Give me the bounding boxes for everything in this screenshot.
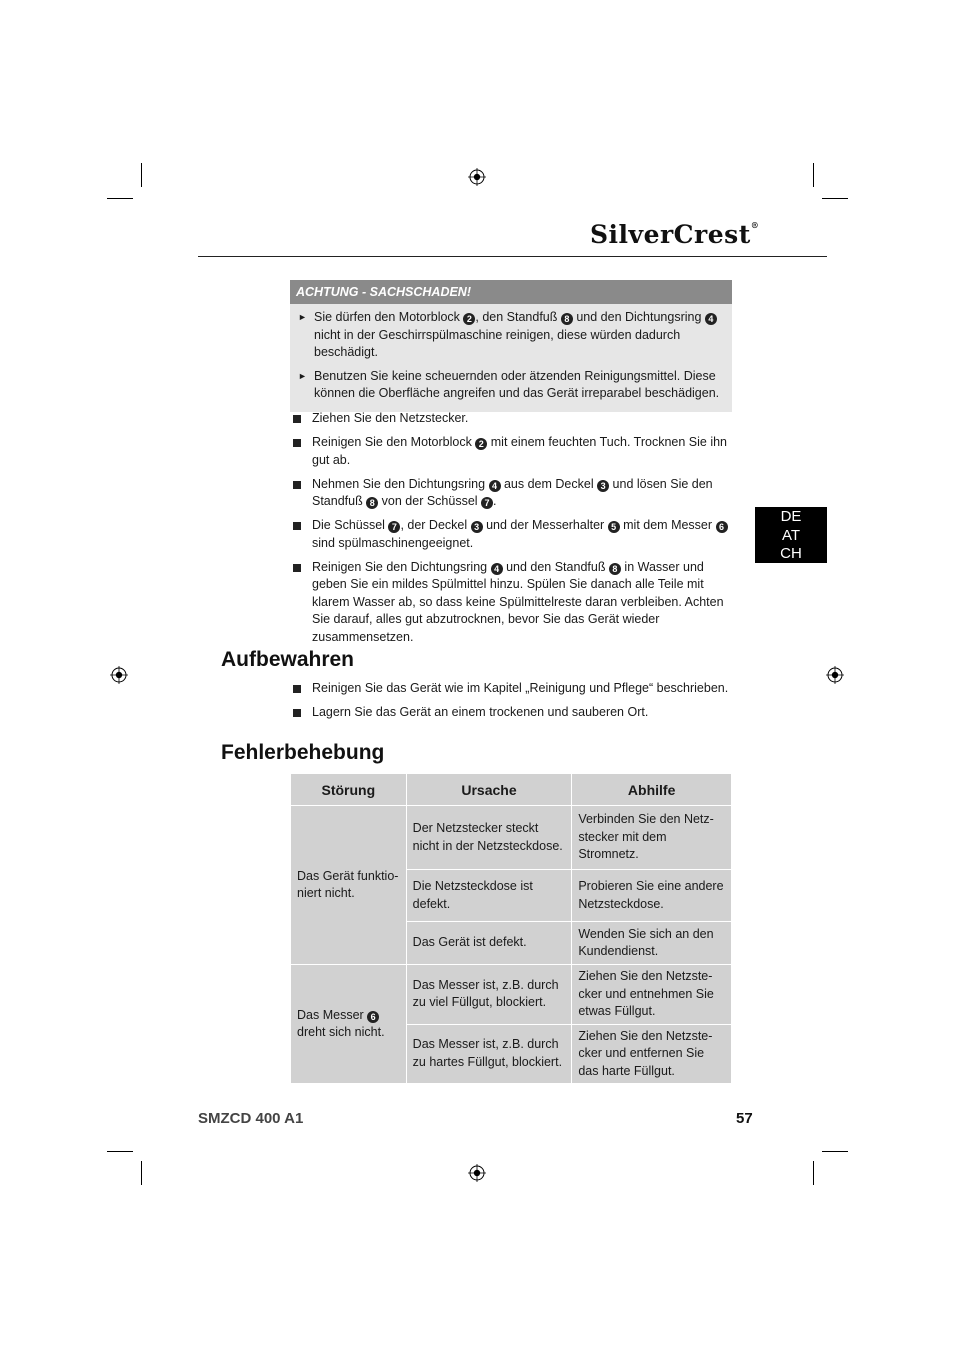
table-header-row bbox=[291, 774, 732, 806]
crop-mark bbox=[813, 1161, 814, 1185]
column-header: Störung bbox=[291, 774, 407, 806]
crop-mark bbox=[141, 163, 142, 187]
list-item: Reinigen Sie den Motorblock 2 mit einem feuchten Tuch. Trocknen Sie ihn gut ab. bbox=[293, 434, 733, 469]
fault-cell: Das Gerät funktio-niert nicht. bbox=[291, 806, 407, 965]
part-number-badge: 4 bbox=[491, 563, 503, 575]
registration-mark-icon bbox=[468, 168, 486, 186]
table-row bbox=[291, 806, 732, 870]
part-number-badge: 7 bbox=[481, 497, 493, 509]
language-code: DE bbox=[780, 508, 802, 525]
registration-mark-icon bbox=[826, 666, 844, 684]
part-number-badge: 6 bbox=[716, 521, 728, 533]
part-number-badge: 3 bbox=[471, 521, 483, 533]
registration-mark-icon bbox=[468, 1164, 486, 1182]
list-item: Reinigen Sie den Dichtungsring 4 und den Standfuß 8 in Wasser und geben Sie ein mildes Spülmittel hinzu. Spülen Sie danach alle Teile mit klarem Wasser ab, so dass keine Spülmittelreste daran verbleiben. Achten Sie darauf, alles gut abzutrocknen, bevor Sie das Gerät wieder zusammensetzen. bbox=[293, 559, 733, 647]
registration-mark-icon bbox=[110, 666, 128, 684]
table-row bbox=[291, 965, 732, 1025]
section-heading-troubleshooting: Fehlerbehebung bbox=[221, 741, 385, 764]
square-bullet-icon bbox=[293, 709, 301, 717]
warning-body bbox=[290, 304, 732, 412]
cause-cell: Das Messer ist, z.B. durch zu hartes Füllgut, blockiert. bbox=[406, 1024, 572, 1084]
warning-box bbox=[290, 280, 732, 412]
remedy-cell: Ziehen Sie den Netzste-cker und entfernen Sie das harte Füllgut. bbox=[572, 1024, 732, 1084]
footer-model: SMZCD 400 A1 bbox=[198, 1110, 304, 1127]
square-bullet-icon bbox=[293, 564, 301, 572]
square-bullet-icon bbox=[293, 439, 301, 447]
remedy-cell: Probieren Sie eine andere Netzsteckdose. bbox=[572, 870, 732, 922]
crop-mark bbox=[813, 163, 814, 187]
language-code: CH bbox=[780, 545, 802, 562]
cleaning-steps-list bbox=[293, 410, 733, 653]
list-item: Nehmen Sie den Dichtungsring 4 aus dem Deckel 3 und lösen Sie den Standfuß 8 von der Schüssel 7 . bbox=[293, 476, 733, 511]
crop-mark bbox=[141, 1161, 142, 1185]
square-bullet-icon bbox=[293, 481, 301, 489]
cause-cell: Die Netzsteckdose ist defekt. bbox=[406, 870, 572, 922]
section-heading-storage: Aufbewahren bbox=[221, 648, 355, 671]
part-number-badge: 7 bbox=[388, 521, 400, 533]
brand-name: SilverCrest bbox=[590, 220, 751, 249]
part-number-badge: 6 bbox=[367, 1011, 379, 1023]
part-number-badge: 8 bbox=[609, 563, 621, 575]
part-number-badge: 3 bbox=[597, 480, 609, 492]
troubleshooting-table bbox=[290, 773, 732, 1084]
cause-cell: Der Netzstecker steckt nicht in der Netzsteckdose. bbox=[406, 806, 572, 870]
part-number-badge: 2 bbox=[463, 313, 475, 325]
part-number-badge: 5 bbox=[608, 521, 620, 533]
part-number-badge: 4 bbox=[489, 480, 501, 492]
fault-cell: Das Messer 6 dreht sich nicht. bbox=[291, 965, 407, 1084]
warning-item: ► Sie dürfen den Motorblock 2 , den Standfuß 8 und den Dichtungsring 4 nicht in der Geschirrspülmaschine reinigen, diese würden dadurch beschädigt. bbox=[296, 309, 726, 362]
warning-title: ACHTUNG - SACHSCHADEN! bbox=[290, 280, 732, 304]
arrow-icon: ► bbox=[298, 370, 307, 381]
remedy-cell: Ziehen Sie den Netzste-cker und entnehmen Sie etwas Füllgut. bbox=[572, 965, 732, 1025]
part-number-badge: 4 bbox=[705, 313, 717, 325]
warning-item: ► Benutzen Sie keine scheuernden oder ätzenden Reinigungsmittel. Diese können die Oberfläche angreifen und das Gerät irreparabel beschädigen. bbox=[298, 368, 720, 400]
header-rule bbox=[198, 256, 827, 257]
cause-cell: Das Messer ist, z.B. durch zu viel Füllgut, blockiert. bbox=[406, 965, 572, 1025]
part-number-badge: 8 bbox=[366, 497, 378, 509]
square-bullet-icon bbox=[293, 415, 301, 423]
list-item: Lagern Sie das Gerät an einem trockenen und sauberen Ort. bbox=[293, 704, 733, 722]
square-bullet-icon bbox=[293, 522, 301, 530]
part-number-badge: 8 bbox=[561, 313, 573, 325]
crop-mark bbox=[822, 1151, 848, 1152]
list-item: Ziehen Sie den Netzstecker. bbox=[293, 410, 733, 428]
page-number: 57 bbox=[736, 1110, 753, 1127]
part-number-badge: 2 bbox=[475, 438, 487, 450]
crop-mark bbox=[822, 198, 848, 199]
square-bullet-icon bbox=[293, 685, 301, 693]
column-header: Abhilfe bbox=[572, 774, 732, 806]
registered-mark: ® bbox=[750, 220, 760, 230]
list-item: Die Schüssel 7 , der Deckel 3 und der Messerhalter 5 mit dem Messer 6 sind spülmaschinengeeignet. bbox=[293, 517, 733, 552]
brand-logo bbox=[590, 220, 760, 249]
language-tab bbox=[755, 507, 827, 563]
crop-mark bbox=[107, 1151, 133, 1152]
column-header: Ursache bbox=[406, 774, 572, 806]
remedy-cell: Wenden Sie sich an den Kundendienst. bbox=[572, 922, 732, 965]
cause-cell: Das Gerät ist defekt. bbox=[406, 922, 572, 965]
language-code: AT bbox=[781, 526, 801, 544]
arrow-icon: ► bbox=[298, 312, 307, 322]
remedy-cell: Verbinden Sie den Netz-stecker mit dem Stromnetz. bbox=[572, 806, 732, 870]
storage-list bbox=[293, 680, 733, 728]
list-item: Reinigen Sie das Gerät wie im Kapitel „Reinigung und Pflege“ beschrieben. bbox=[293, 680, 733, 698]
crop-mark bbox=[107, 198, 133, 199]
